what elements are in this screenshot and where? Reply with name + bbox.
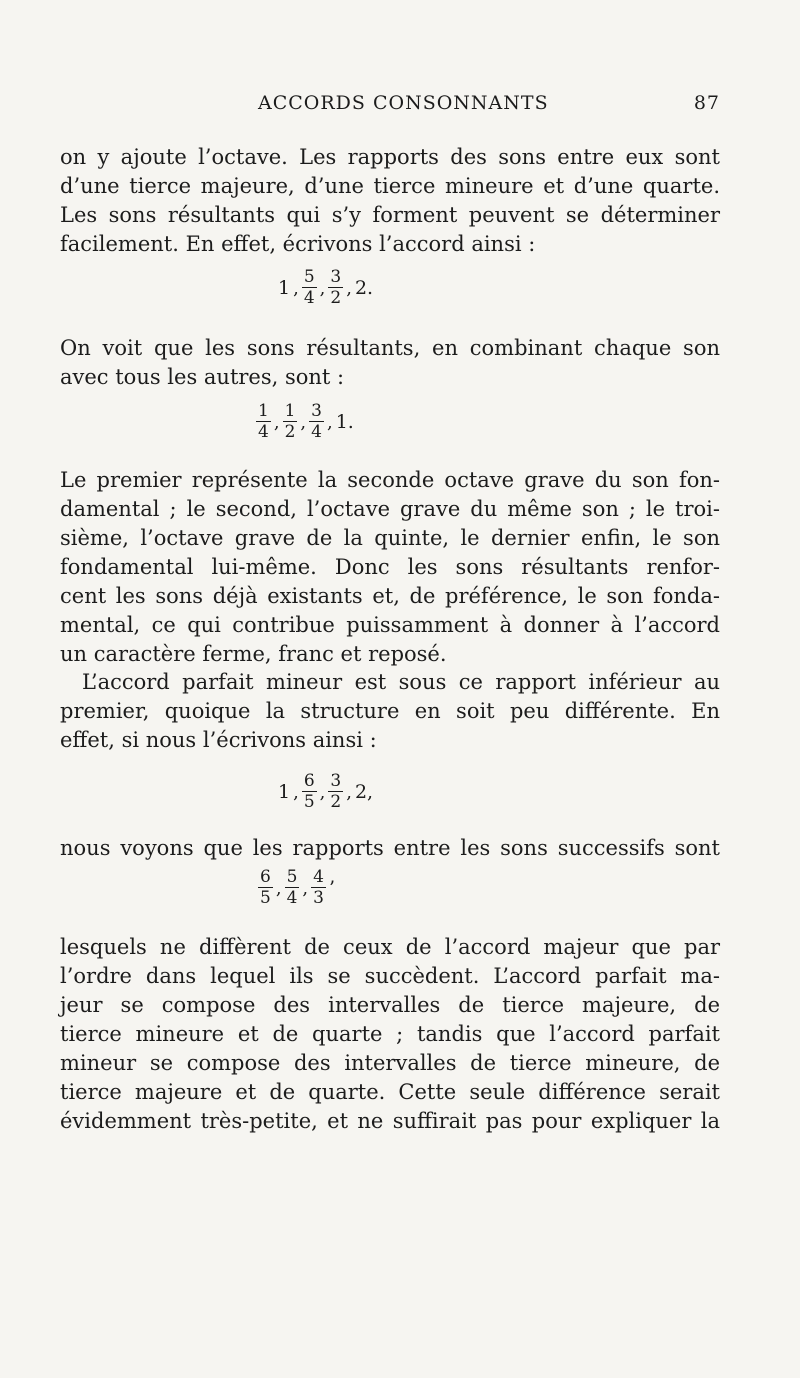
- formula-term: 1.: [335, 411, 354, 433]
- formula-resultant-sounds: [256, 392, 354, 452]
- text-line: d’une tierce majeure, d’une tierce mineure et d’une quarte.: [60, 174, 720, 198]
- running-header: [60, 92, 720, 122]
- numerator: 3: [330, 267, 342, 287]
- text-line: un caractère ferme, franc et reposé.: [60, 642, 447, 666]
- paragraph-4: [60, 668, 720, 755]
- page-number: 87: [693, 92, 720, 114]
- text-line: cent les sons déjà existants et, de préférence, le son fonda-: [60, 584, 720, 608]
- text-line: premier, quoique la structure en soit peu différente. En: [60, 699, 720, 723]
- text-line: tierce majeure et de quarte. Cette seule différence serait: [60, 1080, 720, 1104]
- paragraph-5: [60, 834, 720, 863]
- text-line: damental ; le second, l’octave grave du même son ; le troi-: [60, 497, 720, 521]
- denominator: 2: [330, 792, 342, 812]
- numerator: 1: [258, 401, 269, 421]
- separator: ,: [273, 411, 280, 433]
- fraction: [258, 869, 273, 907]
- paragraph-1: [60, 143, 720, 259]
- text-line: mineur se compose des intervalles de tierce mineure, de: [60, 1051, 720, 1075]
- separator: ,: [319, 277, 326, 299]
- separator: ,: [302, 877, 309, 899]
- numerator: 3: [311, 401, 322, 421]
- paragraph-2: [60, 334, 720, 392]
- fraction: [328, 269, 343, 307]
- separator: ,: [319, 781, 326, 803]
- text-line: l’ordre dans lequel ils se succèdent. L’accord parfait ma-: [60, 964, 720, 988]
- formula-intervals: [258, 858, 335, 918]
- text-line: nous voyons que les rapports entre les sons successifs sont: [60, 836, 720, 860]
- formula-term: ’: [328, 877, 335, 899]
- denominator: 4: [258, 422, 269, 442]
- denominator: 3: [313, 888, 324, 908]
- fraction: [285, 869, 300, 907]
- text-line: fondamental lui-même. Donc les sons résultants renfor-: [60, 555, 720, 579]
- numerator: 5: [286, 867, 298, 887]
- separator: ,: [293, 781, 299, 803]
- text-line: tierce mineure et de quarte ; tandis que l’accord parfait: [60, 1022, 720, 1046]
- text-line: Les sons résultants qui s’y forment peuvent se déterminer: [60, 203, 720, 227]
- denominator: 2: [284, 422, 296, 442]
- formula-term: 1: [278, 277, 291, 299]
- numerator: 4: [313, 867, 324, 887]
- text-line: lesquels ne diffèrent de ceux de l’accord majeur que par: [60, 935, 720, 959]
- denominator: 5: [260, 888, 271, 908]
- separator: ,: [300, 411, 307, 433]
- text-line: Le premier représente la seconde octave grave du son fon-: [60, 468, 720, 492]
- text-line: avec tous les autres, sont :: [60, 365, 345, 389]
- fraction: [302, 269, 317, 307]
- denominator: 4: [286, 888, 298, 908]
- running-title: ACCORDS CONSONNANTS: [258, 92, 549, 114]
- fraction: [256, 403, 271, 441]
- denominator: 5: [303, 792, 315, 812]
- separator: ,: [346, 277, 352, 299]
- numerator: 6: [260, 867, 271, 887]
- separator: ,: [346, 781, 352, 803]
- formula-term: 2.: [354, 277, 374, 299]
- numerator: 1: [284, 401, 296, 421]
- denominator: 4: [311, 422, 322, 442]
- formula-term: 1: [278, 781, 291, 803]
- text-line: L’accord parfait mineur est sous ce rapport inférieur au: [82, 670, 720, 694]
- numerator: 5: [303, 267, 315, 287]
- fraction: [328, 773, 343, 811]
- paragraph-3: [60, 466, 720, 669]
- denominator: 4: [303, 288, 315, 308]
- formula-minor-chord: [278, 762, 373, 822]
- text-line: mental, ce qui contribue puissamment à donner à l’accord: [60, 613, 720, 637]
- fraction: [309, 403, 324, 441]
- text-line: On voit que les sons résultants, en combinant chaque son: [60, 336, 720, 360]
- text-line: facilement. En effet, écrivons l’accord ainsi :: [60, 232, 536, 256]
- text-line: on y ajoute l’octave. Les rapports des sons entre eux sont: [60, 145, 720, 169]
- numerator: 3: [330, 771, 342, 791]
- fraction: [283, 403, 298, 441]
- text-line: sième, l’octave grave de la quinte, le dernier enfin, le son: [60, 526, 720, 550]
- text-line: jeur se compose des intervalles de tierce majeure, de: [60, 993, 720, 1017]
- fraction: [311, 869, 326, 907]
- formula-major-chord: [278, 258, 373, 318]
- separator: ,: [275, 877, 282, 899]
- denominator: 2: [330, 288, 342, 308]
- paragraph-6: [60, 933, 720, 1136]
- separator: ,: [326, 411, 333, 433]
- fraction: [302, 773, 317, 811]
- formula-term: 2,: [354, 781, 374, 803]
- separator: ,: [293, 277, 299, 299]
- text-line: évidemment très-petite, et ne suffirait pas pour expliquer la: [60, 1109, 720, 1133]
- text-line: effet, si nous l’écrivons ainsi :: [60, 728, 377, 752]
- numerator: 6: [303, 771, 315, 791]
